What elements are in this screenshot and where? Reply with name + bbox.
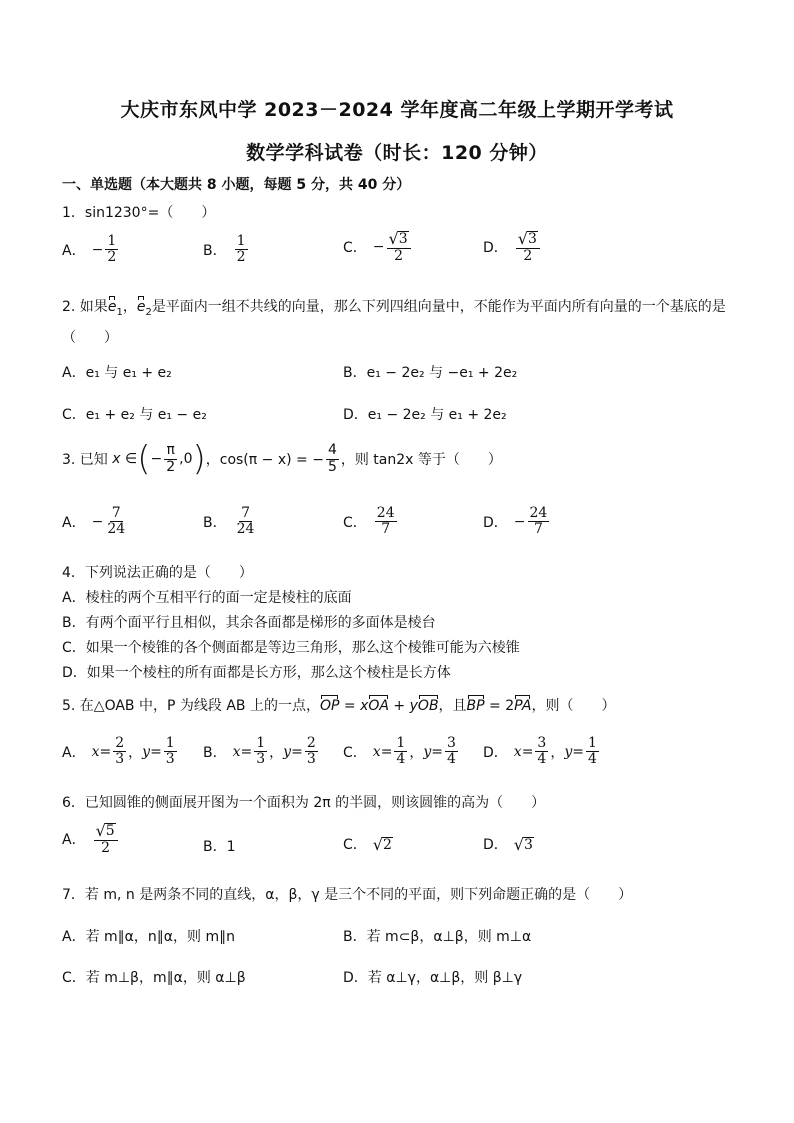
fraction: $\frac{\pi}{2}$: [166, 442, 176, 475]
fraction: $\frac{3}{4}$: [447, 735, 456, 768]
q2-option-c[interactable]: C．e₁ + e₂ 与 e₁ − e₂: [62, 407, 207, 423]
fraction: $\frac{2}{3}$: [306, 735, 316, 768]
q4-option-d[interactable]: D．如果一个棱柱的所有面都是长方形，那么这个棱柱是长方体: [62, 665, 451, 681]
q2-option-b[interactable]: B．e₁ − 2e₂ 与 −e₁ + 2e₂: [343, 365, 518, 381]
fraction: $\frac{1}{3}$: [165, 735, 175, 768]
q3-option-c[interactable]: C． $\frac{24}{7}$: [343, 505, 395, 538]
q7-option-a[interactable]: A．若 m∥α，n∥α，则 m∥n: [62, 929, 235, 945]
q7-option-c[interactable]: C．若 m⊥β，m∥α，则 α⊥β: [62, 970, 246, 986]
fraction: $\frac{7}{24}$: [236, 505, 255, 538]
fraction: √ 5 2: [94, 822, 118, 857]
q5-option-d[interactable]: D． x = $\frac{3}{4}$ ， y = $\frac{1}{4}$: [483, 735, 597, 768]
q2-stem: 2. 如果$e_1$，$e_2$是平面内一组不共线的向量，那么下列四组向量中，不能作为平面内所有向量的一个基底的是: [62, 299, 726, 318]
q1-option-a[interactable]: A． − $\frac{1}{2}$: [62, 233, 117, 266]
q6-option-a[interactable]: A． √ 5 2: [62, 822, 120, 857]
q2-option-a[interactable]: A．e₁ 与 e₁ + e₂: [62, 365, 172, 381]
fraction: $\frac{1}{2}$: [236, 233, 246, 266]
q3-option-a[interactable]: A． − $\frac{7}{24}$: [62, 505, 126, 538]
fraction: $\frac{1}{2}$: [107, 233, 117, 266]
q6-option-c[interactable]: C． √ 2: [343, 834, 392, 854]
q1-stem: 1．sin1230°=（ ）: [62, 205, 216, 221]
fraction: $\frac{7}{24}$: [107, 505, 126, 538]
q6-stem: 6．已知圆锥的侧面展开图为一个面积为 2π 的半圆，则该圆锥的高为（ ）: [62, 795, 546, 811]
q2-stem-paren: （ ）: [62, 330, 118, 346]
q5-stem: 5. 在△OAB 中，P 为线段 AB 上的一点，OP = xOA + yOB，且BP = 2PA，则（ ）: [62, 698, 616, 714]
q7-stem: 7．若 m, n 是两条不同的直线，α，β，γ 是三个不同的平面，则下列命题正确的是（ ）: [62, 887, 633, 903]
q5-option-b[interactable]: B． x = $\frac{1}{3}$ ， y = $\frac{2}{3}$: [203, 735, 316, 768]
q1-option-b[interactable]: B． $\frac{1}{2}$: [203, 233, 246, 266]
fraction: √ 3 2: [387, 230, 411, 265]
q3-stem: 3. 已知 x ∈ ( − $\frac{\pi}{2}$ ,0 ) ，cos(π − x) = − $\frac{4}{5}$ ，则 tan2x 等于（ ）: [62, 439, 502, 479]
fraction: $\frac{1}{4}$: [396, 735, 406, 768]
q4-stem: 4．下列说法正确的是（ ）: [62, 565, 253, 581]
fraction: $\frac{4}{5}$: [327, 442, 337, 475]
fraction: $\frac{3}{4}$: [537, 735, 547, 768]
q2-option-d[interactable]: D．e₁ − 2e₂ 与 e₁ + 2e₂: [343, 407, 507, 423]
q3-option-d[interactable]: D． − $\frac{24}{7}$: [483, 505, 548, 538]
q7-option-d[interactable]: D．若 α⊥γ，α⊥β，则 β⊥γ: [343, 970, 523, 986]
q4-option-b[interactable]: B．有两个面平行且相似，其余各面都是梯形的多面体是棱台: [62, 615, 436, 631]
exam-title: 大庆市东风中学 2023－2024 学年度高二年级上学期开学考试: [120, 99, 674, 121]
q5-option-c[interactable]: C． x = $\frac{1}{4}$ ， y = $\frac{3}{4}$: [343, 735, 456, 768]
q1-option-d[interactable]: D． √ 3 2: [483, 230, 542, 265]
q4-option-a[interactable]: A．棱柱的两个互相平行的面一定是棱柱的底面: [62, 590, 352, 606]
q7-option-b[interactable]: B．若 m⊂β，α⊥β，则 m⊥α: [343, 929, 532, 945]
exam-subtitle: 数学学科试卷（时长：120 分钟）: [246, 142, 548, 164]
q3-option-b[interactable]: B． $\frac{7}{24}$: [203, 505, 255, 538]
q6-option-b[interactable]: B．1: [203, 839, 236, 855]
fraction: $\frac{1}{4}$: [588, 735, 597, 768]
fraction: $\frac{24}{7}$: [529, 505, 548, 538]
q1-option-c[interactable]: C． − √ 3 2: [343, 230, 413, 265]
q6-option-d[interactable]: D． √ 3: [483, 834, 533, 854]
fraction: $\frac{24}{7}$: [376, 505, 395, 538]
q4-option-c[interactable]: C．如果一个棱锥的各个侧面都是等边三角形，那么这个棱锥可能为六棱锥: [62, 640, 520, 656]
section-heading: 一、单选题（本大题共 8 小题，每题 5 分，共 40 分）: [62, 177, 411, 193]
q5-option-a[interactable]: A． x = $\frac{2}{3}$ ， y = $\frac{1}{3}$: [62, 735, 175, 768]
fraction: $\frac{1}{3}$: [256, 735, 266, 768]
fraction: $\frac{2}{3}$: [115, 735, 125, 768]
fraction: √ 3 2: [516, 230, 540, 265]
